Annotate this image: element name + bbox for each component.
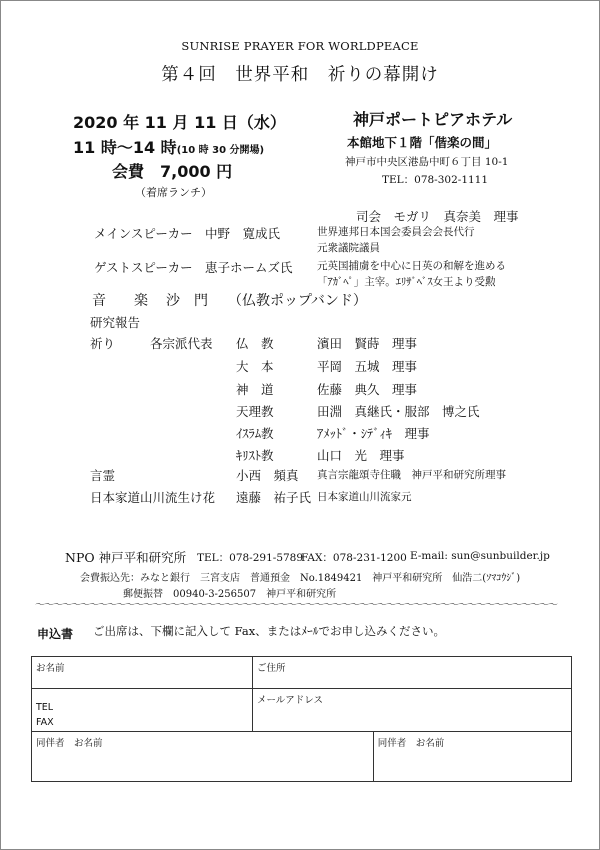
main-speaker-title1: 世界連邦日本国会委員会会長代行 xyxy=(317,226,475,238)
prayer-rep: 佐藤 典久 理事 xyxy=(317,382,418,397)
prayer-sect: 神 道 xyxy=(236,382,274,397)
venue-name: 神戸ポートピアホテル xyxy=(353,110,513,129)
kotodama-name: 小西 頻真 xyxy=(236,468,299,483)
ikebana-name: 遠藤 祐子氏 xyxy=(236,490,312,505)
event-time-note: (10 時 30 分開場) xyxy=(176,145,265,156)
footer-tel: TEL：078-291-5789 xyxy=(197,552,304,564)
companion1-label: 同伴者 お名前 xyxy=(36,738,103,749)
footer-email: E-mail: sun@sunbuilder.jp xyxy=(410,550,550,562)
venue-address: 神戸市中央区港島中町６丁目 10-1 xyxy=(345,156,509,168)
prayer-label: 祈り xyxy=(90,336,116,351)
application-label: 申込書 xyxy=(37,627,74,641)
event-fee: 会費 7,000 円 xyxy=(112,162,233,181)
guest-speaker-label: ゲストスピーカー xyxy=(94,260,193,275)
guest-speaker-desc2: 「ｱｶﾞﾍﾟ」主宰。ｴﾘｻﾞﾍﾞｽ女王より受勲 xyxy=(317,276,496,288)
tel-fax-field[interactable] xyxy=(32,689,253,732)
english-title: SUNRISE PRAYER FOR WORLDPEACE xyxy=(181,39,419,53)
main-speaker-name: 中野 寛成氏 xyxy=(205,226,281,241)
companion2-label: 同伴者 お名前 xyxy=(377,738,445,749)
main-title: 第４回 世界平和 祈りの幕開け xyxy=(161,65,439,85)
name-field[interactable] xyxy=(32,657,253,689)
guest-speaker-desc1: 元英国捕虜を中心に日英の和解を進める xyxy=(317,260,506,272)
bank-transfer: 会費振込先：みなと銀行 三宮支店 普通預金 No.1849421 神戸平和研究所 仙浩二(ｿﾏｺｳｼﾞ) xyxy=(80,573,521,584)
venue-tel: TEL：078-302-1111 xyxy=(382,174,489,186)
music-note: （仏教ポップバンド） xyxy=(228,293,367,309)
companion2-field[interactable] xyxy=(373,732,571,782)
ikebana-label: 日本家道山川流生け花 xyxy=(90,490,216,505)
event-time xyxy=(73,135,264,158)
prayer-rep: 山口 光 理事 xyxy=(317,448,405,463)
application-form xyxy=(31,656,572,782)
tel-field-label: TEL xyxy=(36,702,54,713)
prayer-rep: 平岡 五城 理事 xyxy=(317,359,418,374)
prayer-sect: ｲｽﾗﾑ教 xyxy=(236,426,274,441)
fax-field-label: FAX xyxy=(36,717,54,728)
lunch-note: （着席ランチ） xyxy=(135,186,212,199)
prayer-rep: 田淵 真継氏・服部 博之氏 xyxy=(317,404,480,419)
email-field[interactable] xyxy=(253,689,572,732)
postal-transfer: 郵便振替 00940-3-256507 神戸平和研究所 xyxy=(123,589,337,600)
prayer-group: 各宗派代表 xyxy=(150,336,213,351)
address-field[interactable] xyxy=(253,657,572,689)
separator-line: ～～～～～～～～～～～～～～～～～～～～～～～～～～～～～～～～～～～～～～～～～～～～～～～～～～～～～～～～～～ xyxy=(35,600,557,611)
venue-floor: 本館地下１階「偕楽の間」 xyxy=(347,135,498,150)
footer-org: NPO 神戸平和研究所 xyxy=(65,550,187,565)
footer-fax: FAX：078-231-1200 xyxy=(301,552,407,564)
ikebana-desc: 日本家道山川流家元 xyxy=(317,491,412,503)
guest-speaker-name: 恵子ホームズ氏 xyxy=(205,260,293,275)
main-speaker-title2: 元衆議院議員 xyxy=(317,242,380,254)
main-speaker-label: メインスピーカー xyxy=(94,226,193,241)
prayer-sect: 天理教 xyxy=(236,404,274,419)
music-performer: 沙 門 xyxy=(166,293,208,309)
email-field-label: メールアドレス xyxy=(257,695,324,706)
prayer-sect: 大 本 xyxy=(236,359,274,374)
music-label: 音 楽 xyxy=(92,293,148,309)
prayer-sect: 仏 教 xyxy=(236,336,274,351)
prayer-rep: ｱﾒｯﾄﾞ・ｼﾃﾞｨｷ 理事 xyxy=(317,426,430,441)
research-label: 研究報告 xyxy=(90,315,141,330)
event-time-main: 11 時～14 時 xyxy=(73,138,177,157)
prayer-sect: ｷﾘｽﾄ教 xyxy=(236,448,274,463)
companion1-field[interactable] xyxy=(32,732,374,782)
name-field-label: お名前 xyxy=(36,663,65,674)
prayer-rep: 濱田 賢蒔 理事 xyxy=(317,336,418,351)
kotodama-label: 言霊 xyxy=(90,468,116,483)
application-instructions: ご出席は、下欄に記入して Fax、またはﾒｰﾙでお申し込みください。 xyxy=(93,624,445,638)
address-field-label: ご住所 xyxy=(257,663,286,674)
kotodama-desc: 真言宗龍頌寺住職 神戸平和研究所理事 xyxy=(317,469,506,481)
mc: 司会 モガリ 真奈美 理事 xyxy=(356,209,519,224)
event-date: 2020 年 11 月 11 日（水） xyxy=(73,113,286,132)
